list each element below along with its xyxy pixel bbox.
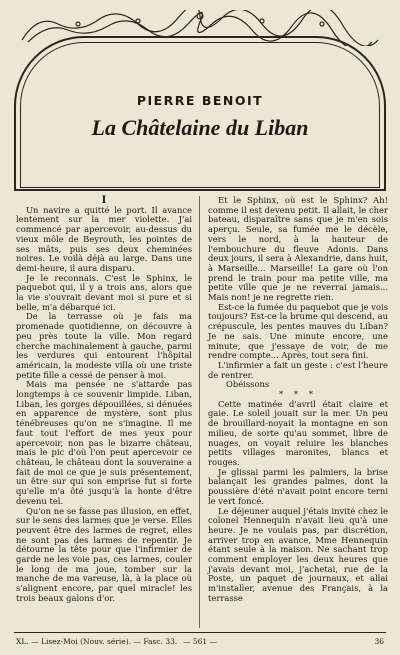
article-title: La Châtelaine du Liban [91, 115, 309, 140]
paragraph: Je glissai parmi les palmiers, la brise balançait les grandes palmes, dont la poussière d'été n'avait point encore terni le vert foncé. [208, 466, 388, 506]
paragraph: De la terrasse où je fais ma promenade quotidienne, on découvre à peu près toute la ville. Mon regard cherche machinalement à gauche, parmi les verdures qui entourent l'hôpital américain, la modeste villa où une triste petite fille a cessé de penser à moi. [16, 311, 192, 380]
author-name: PIERRE BENOIT [136, 93, 264, 108]
right-column [208, 196, 388, 604]
section-break: * * * [279, 389, 317, 400]
paragraph: Je le reconnais. C'est le Sphinx, le paquebot qui, il y a trois ans, alors que la vie s'ouvrait devant moi si pure et si belle, m'a débarqué ici. [16, 272, 192, 312]
fascicle-number: 36 [374, 637, 384, 646]
chapter-number: I [101, 195, 107, 206]
paragraph: Obéissons [226, 379, 270, 390]
paragraph: Qu'on ne se fasse pas illusion, en effet, sur le sens des larmes que je verse. Elles peuvent être des larmes de regret, elles ne sont pas des larmes de repentir. Je détourne la tête pour que l'infirmier de garde ne les voie pas, ces larmes, couler le long de ma joue, tomber sur la manche de ma vareuse, là, à la place où s'alignent encore, par quel miracle! les trois beaux galons d'or. [16, 505, 192, 603]
paragraph: Et le Sphinx, où est le Sphinx? Ah! comme il est devenu petit. Il allait, le cher bateau, disparaître sans que je m'en sois aperçu. Seule, sa fumée me le décèle, vers le nord, à la hauteur de l'embouchure du fleuve Adonis. Dans deux jours, il sera à Alexandrie, dans huit, à Marseille... Marseille! La gare où l'on prend le train pour ma petite ville, ma petite ville que je ne reverrai jamais... Mais non! je ne regrette rien. [208, 195, 388, 303]
paragraph: Cette matinée d'avril était claire et gaie. Le soleil jouait sur la mer. Un peu de brouillard-noyait la montagne en son milieu, de sorte qu'au sommet, libre de nuages, on voyait reluire les blanches petits villages maronites, blancs et rouges. [208, 398, 388, 467]
paragraph: L'infirmier a fait un geste : c'est l'heure de rentrer. [208, 359, 388, 380]
paragraph: Mais ma pensée ne s'attarde pas longtemps à ce souvenir limpide. Liban, Liban, les gorges dépouillées, si dénuées en apparence de mystère, sont plus ténébreuses qu'on ne s'imagine. Il me faut tout l'effort de mes yeux pour apercevoir, non pas le bizarre château, mais le pic d'où l'on peut apercevoir ce château, le château dont la souveraine a fait de moi ce que je suis présentement, un être sur qui son emprise fut si forte qu'elle m'a ôté jusqu'à la honte d'être devenu tel. [16, 379, 192, 506]
paragraph: Le déjeuner auquel j'étais invité chez le colonel Hennequin n'avait lieu qu'à une heure. Je ne voulais pas, par discrétion, arriver trop en avance, Mme Hennequin étant seule à la maison. Ne sachant trop comment employer les deux heures que j'avais devant moi, j'achetai, rue de la Poste, un paquet de journaux, et allai m'installer, avenue des Français, à la terrasse [208, 505, 388, 603]
left-column [16, 196, 192, 604]
column-divider [199, 196, 200, 628]
paragraph: Est-ce la fumée du paquebot que je vois toujours? Est-ce la brume qui descend, au crépuscule, les pentes mauves du Liban? Je ne sais. Une minute encore, une minute, que j'essaye de voir, de me rendre compte... Après, tout sera fini. [208, 301, 388, 361]
publication-info: XL. — Lisez-Moi (Nouv. série). — Fasc. 33. [16, 637, 178, 646]
page-footer [16, 637, 384, 649]
footer-rule [14, 632, 386, 633]
paragraph: Un navire a quitté le port. Il avance lentement sur la mer violette. J'ai commencé par apercevoir, au-dessus du vieux môle de Beyrouth, les pointes de ses mâts, puis ses deux cheminées noires. Le voilà déjà au large. Dans une demi-heure, il aura disparu. [16, 204, 192, 273]
page-number: — 561 — [182, 637, 218, 646]
